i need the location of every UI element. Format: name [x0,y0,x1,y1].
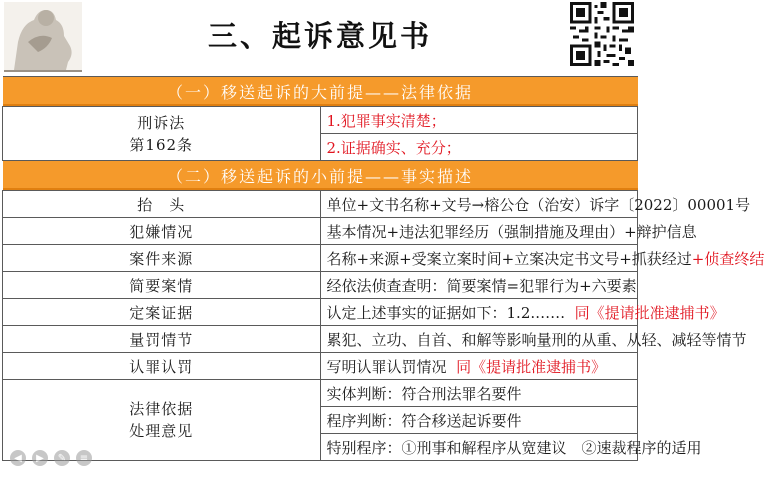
row-text [320,272,638,299]
row-text [320,218,697,245]
table-row [3,272,638,299]
opinion-item-2: 程序判断：符合移送起诉要件 [320,407,638,434]
section1-header: （一）移送起诉的大前提——法律依据 [3,77,638,107]
law-label-line1: 刑诉法 [137,113,186,132]
table-row [3,218,638,245]
law-item-1: 1.犯罪事实清楚； [320,107,638,134]
row-text-main: 认定上述事实的证据如下：1.2.…… [326,303,566,322]
row-text-highlight: +侦查终结 [691,249,764,268]
row-text-main: 基本情况+违法犯罪经历（强制措施及理由）+辩护信息 [326,222,697,241]
row-text-main: 经依法侦查查明：简要案情=犯罪行为+六要素 [326,276,637,295]
pen-icon[interactable]: ✎ [54,450,70,466]
row-text-main: 累犯、立功、自首、和解等影响量刑的从重、从轻、减轻等情节 [326,330,747,349]
slide-header [0,0,640,76]
law-item-2: 2.证据确实、充分； [320,134,638,161]
row-text [320,245,764,272]
row-text [320,299,725,326]
opinion-label-line2: 处理意见 [129,422,194,440]
content-table [2,76,764,461]
row-label: 认罪认罚 [3,353,321,380]
row-label: 简要案情 [3,272,321,299]
opinion-label-line1: 法律依据 [129,400,194,418]
opinion-item-1: 实体判断：符合刑法罪名要件 [320,380,638,407]
row-text [320,353,638,380]
row-text-main: 写明认罪认罚情况 [326,357,447,376]
table-row [3,326,638,353]
row-text-highlight: 同《提请批准逮捕书》 [456,357,607,376]
row-label: 犯嫌情况 [3,218,321,245]
table-row [3,353,638,380]
law-basis-label [3,107,321,161]
row-text-highlight: 同《提请批准逮捕书》 [574,303,725,322]
page-title: 三、起诉意见书 [207,19,432,53]
table-row [3,299,638,326]
row-text [320,326,747,353]
opinion-item-3: 特别程序：①刑事和解程序从宽建议 ②速裁程序的适用 [320,434,638,461]
table-row [3,191,638,218]
row-text-main: 单位+文书名称+文号→榕公仓（治安）诉字〔2022〕00001号 [326,195,751,214]
law-label-line2: 第162条 [129,135,194,154]
row-text [320,191,751,218]
next-icon[interactable]: ▶ [32,450,48,466]
prev-icon[interactable]: ◀ [10,450,26,466]
menu-icon[interactable]: ≡ [76,450,92,466]
row-label: 定案证据 [3,299,321,326]
section2-header: （二）移送起诉的小前提——事实描述 [3,161,638,191]
row-label: 案件来源 [3,245,321,272]
row-text-main: 名称+来源+受案立案时间+立案决定书文号+抓获经过 [326,249,692,268]
row-label: 量罚情节 [3,326,321,353]
row-label: 抬 头 [3,191,321,218]
qr-code-image [570,2,634,66]
legal-opinion-label [3,380,321,461]
slideshow-toolbar [10,450,92,466]
table-row [3,245,638,272]
